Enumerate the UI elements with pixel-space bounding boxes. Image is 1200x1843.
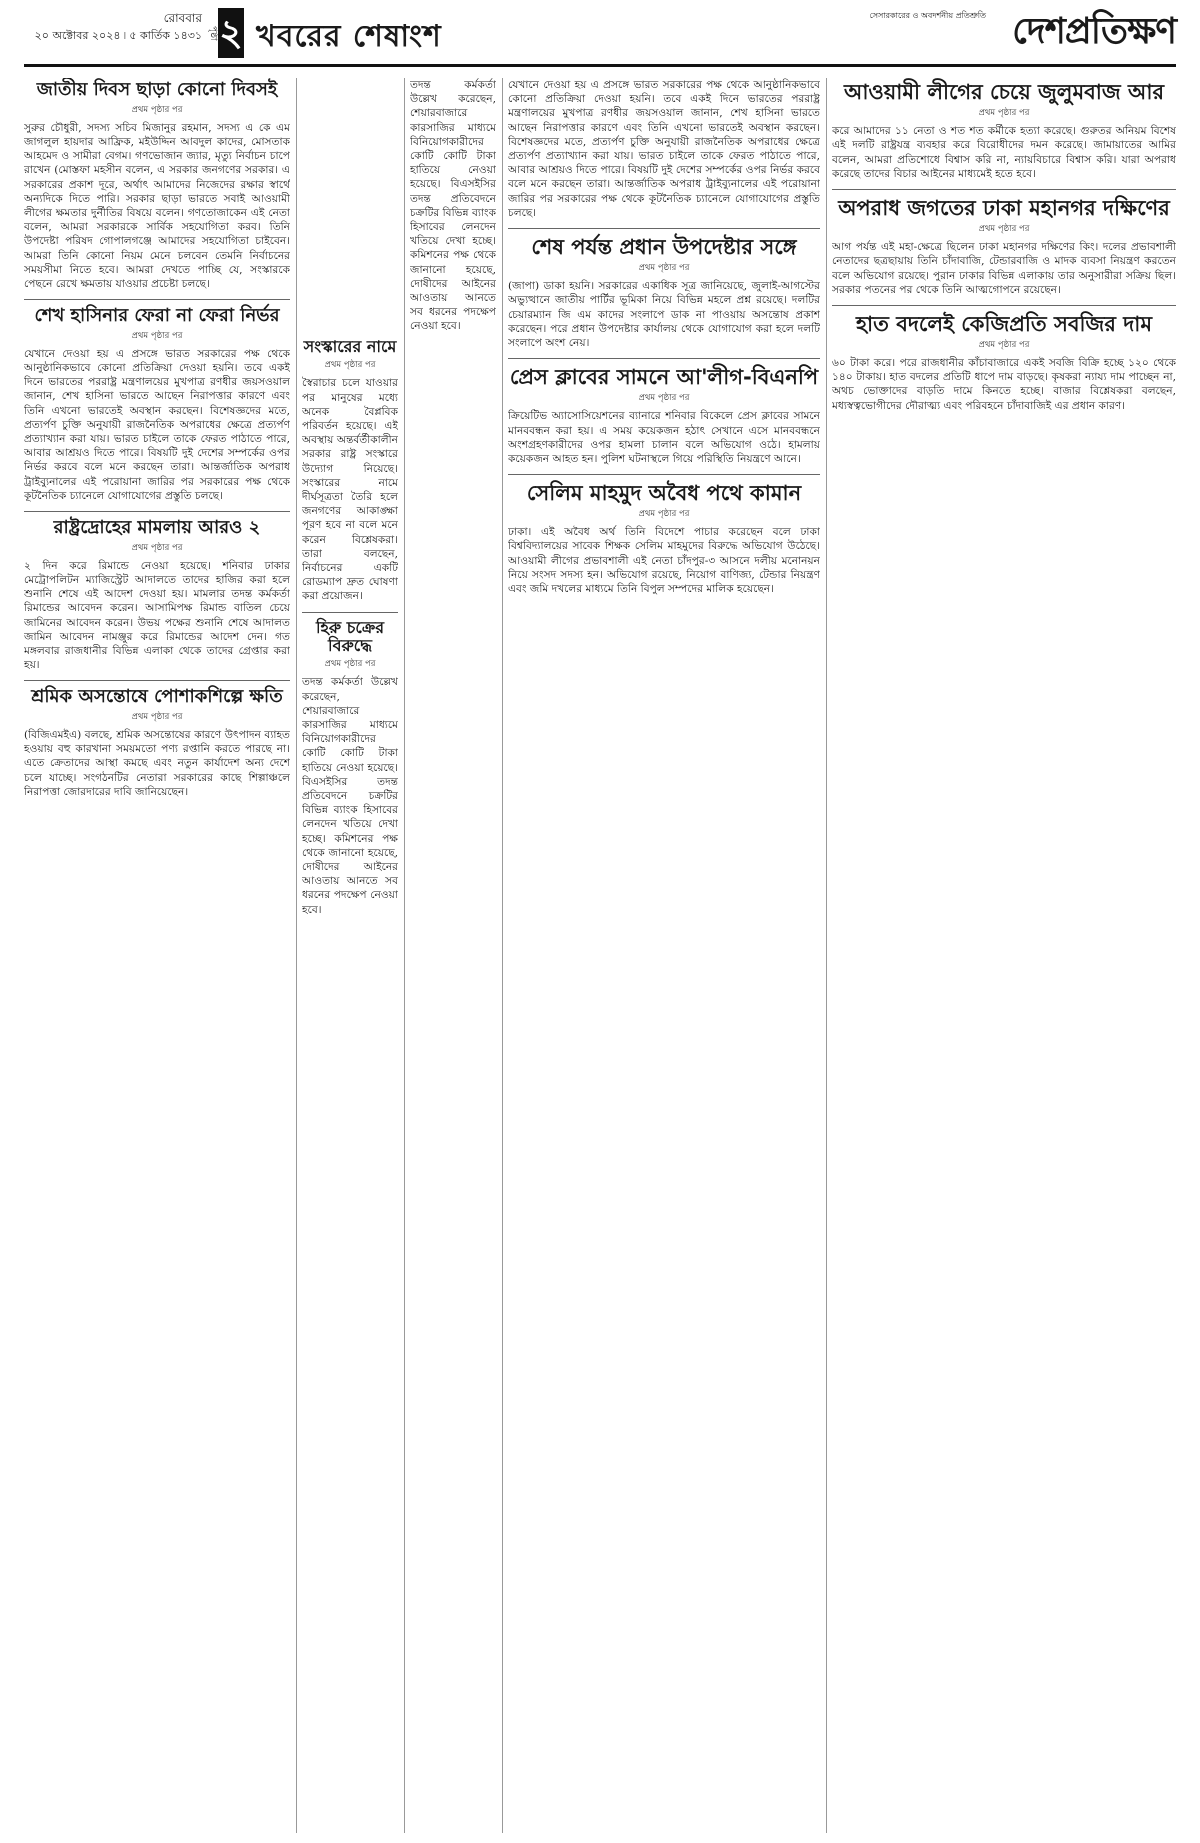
- article-headline: রাষ্ট্রদ্রোহের মামলায় আরও ২: [53, 517, 261, 539]
- article-awami-league-oppression: [832, 80, 1176, 181]
- article-national-day: [24, 80, 290, 291]
- jump-line: প্রথম পৃষ্ঠার পর: [324, 360, 376, 371]
- article-hiru-syndicate: [302, 619, 398, 917]
- article-body: ২ দিন করে রিমান্ডে নেওয়া হয়েছে। শনিবার ঢাকার মেট্রোপলিটন ম্যাজিস্ট্রেট আদালতে তাদের হাজির করা হলে শুনানি শেষে এই আদেশ দেওয়া হয়। মামলার তদন্ত কর্মকর্তা রিমান্ডের আবেদন করেন। আসামিপক্ষ রিমান্ড বাতিল চেয়ে জামিনের আবেদন করেন। উভয় পক্ষের শুনানি শেষে আদালত জামিন আবেদন নামঞ্জুর করে রিমান্ডের আদেশ দেন। গত মঙ্গলবার রাজধানীর বিভিন্ন এলাকা থেকে তাদের গ্রেপ্তার করা হয়।: [24, 559, 290, 672]
- column-2: [302, 78, 398, 1833]
- article-press-club: [508, 365, 820, 466]
- jump-line: প্রথম পৃষ্ঠার পর: [131, 330, 183, 341]
- divider: [508, 358, 820, 359]
- article-body: ৬০ টাকা করে। পরে রাজধানীর কাঁচাবাজারে একই সবজি বিক্রি হচ্ছে ১২০ থেকে ১৪০ টাকায়। হাত বদলের প্রতিটি ধাপে দাম বাড়ছে। কৃষকরা ন্যায্য দাম পাচ্ছেন না, অথচ ভোক্তাদের বাড়তি দামে কিনতে হচ্ছে। বাজার বিশ্লেষকরা বলছেন, মধ্যস্বত্বভোগীদের দৌরাত্ম্য এবং পরিবহনে চাঁদাবাজিই এর প্রধান কারণ।: [832, 357, 1176, 412]
- masthead: [24, 6, 1176, 67]
- divider: [24, 299, 290, 300]
- article-headline: শ্রমিক অসন্তোষে পোশাকশিল্পে ক্ষতি: [31, 686, 283, 708]
- article-sedition-case: [24, 518, 290, 672]
- column-4: [508, 78, 820, 1833]
- jump-line: প্রথম পৃষ্ঠার পর: [638, 393, 690, 404]
- article-body: তদন্ত কর্মকর্তা উল্লেখ করেছেন, শেয়ারবাজারে কারসাজির মাধ্যমে বিনিয়োগকারীদের কোটি কোটি টাকা হাতিয়ে নেওয়া হয়েছে। বিএসইসির তদন্ত প্রতিবেদনে চক্রটির বিভিন্ন ব্যাংক হিসাবের লেনদেন খতিয়ে দেখা হচ্ছে। কমিশনের পক্ষ থেকে জানানো হয়েছে, দোষীদের আইনের আওতায় আনতে সব ধরনের পদক্ষেপ নেওয়া হবে।: [302, 676, 398, 916]
- article-continuation: তদন্ত কর্মকর্তা উল্লেখ করেছেন, শেয়ারবাজারে কারসাজির মাধ্যমে বিনিয়োগকারীদের কোটি কোটি টাকা হাতিয়ে নেওয়া হয়েছে। বিএসইসির তদন্ত প্রতিবেদনে চক্রটির বিভিন্ন ব্যাংক হিসাবের লেনদেন খতিয়ে দেখা হচ্ছে। কমিশনের পক্ষ থেকে জানানো হয়েছে, দোষীদের আইনের আওতায় আনতে সব ধরনের পদক্ষেপ নেওয়া হবে।: [410, 79, 496, 333]
- article-headline: হিরু চক্রের বিরুদ্ধে: [315, 617, 385, 656]
- article-body: আগ পর্যন্ত এই মহা-ক্ষেত্রে ছিলেন ঢাকা মহানগর দক্ষিণের কিং। দলের প্রভাবশালী নেতাদের ছত্রছায়ায় তিনি চাঁদাবাজি, টেন্ডারবাজি ও মাদক ব্যবসা নিয়ন্ত্রণ করতেন বলে অভিযোগ রয়েছে। পুরান ঢাকার বিভিন্ন এলাকায় তার অনুসারীরা সক্রিয় ছিল। সরকার পতনের পর থেকে তিনি আত্মগোপনে রয়েছেন।: [832, 241, 1176, 296]
- jump-line: প্রথম পৃষ্ঠার পর: [638, 263, 690, 274]
- date-block: [24, 10, 202, 44]
- divider: [302, 612, 398, 613]
- article-body: (জাপা) ডাকা হয়নি। সরকারের একাধিক সূত্র জানিয়েছে, জুলাই-আগস্টের অভ্যুত্থানে জাতীয় পার্টির ভূমিকা নিয়ে বিভিন্ন মহলে প্রশ্ন রয়েছে। দলটির চেয়ারম্যান জি এম কাদের সংলাপে ডাক না পাওয়ায় অসন্তোষ প্রকাশ করেছেন। পরে প্রধান উপদেষ্টার কার্যালয় থেকে যোগাযোগ করা হলে দলটি সংলাপে অংশ নেয়।: [508, 280, 820, 349]
- article-body: ঢাকা। এই অবৈধ অর্থ তিনি বিদেশে পাচার করেছেন বলে ঢাকা বিশ্ববিদ্যালয়ের সাবেক শিক্ষক সেলিম মাহমুদের বিরুদ্ধে অভিযোগ উঠেছে। আওয়ামী লীগের প্রভাবশালী এই নেতা চাঁদপুর-৩ আসনে দলীয় মনোনয়ন নিয়ে সংসদ সদস্য হন। অভিযোগ রয়েছে, নিয়োগ বাণিজ্য, টেন্ডার নিয়ন্ত্রণ এবং জমি দখলের মাধ্যমে তিনি বিপুল সম্পদের মালিক হয়েছেন।: [508, 526, 820, 596]
- divider: [24, 511, 290, 512]
- jump-line: প্রথম পৃষ্ঠার পর: [978, 108, 1030, 119]
- article-chief-adviser: [508, 235, 820, 350]
- divider: [508, 228, 820, 229]
- article-body: স্বৈরাচার চলে যাওয়ার পর মানুষের মধ্যে অনেক বৈপ্লবিক পরিবর্তন হয়েছে। এই অবস্থায় অন্তর্বর্তীকালীন সরকার রাষ্ট্র সংস্কারে উদ্যোগ নিয়েছে। সংস্কারের নামে দীর্ঘসূত্রতা তৈরি হলে জনগণের আকাঙ্ক্ষা পূরণ হবে না বলে মনে করেন বিশ্লেষকরা। তারা বলছেন, নির্বাচনের একটি রোডম্যাপ দ্রুত ঘোষণা করা প্রয়োজন।: [302, 377, 398, 603]
- article-headline: আওয়ামী লীগের চেয়ে জুলুমবাজ আর: [843, 80, 1165, 104]
- brand-tagline: সেসারকারের ও অবদর্শনীয় প্রতিশ্রুতি: [869, 11, 986, 20]
- jump-line: প্রথম পৃষ্ঠার পর: [978, 340, 1030, 351]
- article-continuation: যেখানে দেওয়া হয় এ প্রসঙ্গে ভারত সরকারের পক্ষ থেকে আনুষ্ঠানিকভাবে কোনো প্রতিক্রিয়া দেওয়া হয়নি। তবে একই দিনে ভারতের পররাষ্ট্র মন্ত্রণালয়ের মুখপাত্র রণধীর জয়সওয়াল জানান, শেখ হাসিনা ভারতে আছেন নিরাপত্তার কারণে এবং তিনি এখনো ভারতেই অবস্থান করছেন। বিশেষজ্ঞদের মতে, প্রত্যর্পণ চুক্তি অনুযায়ী রাজনৈতিক অপরাধের ক্ষেত্রে প্রত্যর্পণ প্রত্যাখ্যান করা যায়। ভারত চাইলে তাকে ফেরত পাঠাতে পারে, আবার আশ্রয়ও দিতে পারে। বিষয়টি দুই দেশের সম্পর্কের ওপর নির্ভর করবে বলে মনে করছেন তারা। আন্তর্জাতিক অপরাধ ট্রাইব্যুনালের এই পরোয়ানা জারির পর সরকারের পক্ষ থেকে কূটনৈতিক চ্যানেলে যোগাযোগের প্রস্তুতি চলছে।: [508, 79, 820, 219]
- brand-logo: [869, 6, 1176, 60]
- article-headline: শেখ হাসিনার ফেরা না ফেরা নির্ভর: [34, 305, 280, 327]
- page-number-box: [208, 8, 242, 58]
- article-body: ক্রিয়েটিভ অ্যাসোসিয়েশনের ব্যানারে শনিবার বিকেলে প্রেস ক্লাবের সামনে মানববন্ধন করা হয়। এ সময় কয়েকজন হঠাৎ সেখানে এসে মানববন্ধনে অংশগ্রহণকারীদের ওপর হামলা চালান বলে অভিযোগ ওঠে। হামলায় কয়েকজন আহত হন। পুলিশ ঘটনাস্থলে গিয়ে পরিস্থিতি নিয়ন্ত্রণে আনে।: [508, 410, 820, 465]
- article-body: যেখানে দেওয়া হয় এ প্রসঙ্গে ভারত সরকারের পক্ষ থেকে আনুষ্ঠানিকভাবে কোনো প্রতিক্রিয়া দেওয়া হয়নি। তবে একই দিনে ভারতের পররাষ্ট্র মন্ত্রণালয়ের মুখপাত্র রণধীর জয়সওয়াল জানান, শেখ হাসিনা ভারতে আছেন নিরাপত্তার কারণে এবং তিনি এখনো ভারতেই অবস্থান করছেন। বিশেষজ্ঞদের মতে, প্রত্যর্পণ চুক্তি অনুযায়ী রাজনৈতিক অপরাধের ক্ষেত্রে প্রত্যর্পণ প্রত্যাখ্যান করা যায়। ভারত চাইলে তাকে ফেরত পাঠাতে পারে, আবার আশ্রয়ও দিতে পারে। বিষয়টি দুই দেশের সম্পর্কের ওপর নির্ভর করবে বলে মনে করছেন তারা। আন্তর্জাতিক অপরাধ ট্রাইব্যুনালের এই পরোয়ানা জারির পর সরকারের পক্ষ থেকে কূটনৈতিক চ্যানেলে যোগাযোগের প্রস্তুতি চলছে।: [24, 347, 290, 502]
- jump-line: প্রথম পৃষ্ঠার পর: [131, 542, 183, 553]
- article-garment-unrest: [24, 687, 290, 799]
- divider: [832, 189, 1176, 190]
- article-selim-mahmud: [508, 481, 820, 596]
- column-3: [410, 78, 496, 1833]
- article-body: সুরুর চৌধুরী, সদস্য সচিব মিজানুর রহমান, সদস্য এ কে এম জাগলুল হায়দার আফ্রিক, মইউদ্দিন আবদুল কাদের, মোসতাক আহমেদ ও সামীরা বেগম। গণভোজান জ্যার, মৃত্যু নির্বাচন চাপে রাখেন (মোস্তফা মহসীন বলেন, এ সরকার জনগণের সরকার। এ সরকারের প্রকাশ দূরে, অর্থাৎ আমাদের নিজেদের রক্ষার স্বার্থে অন্যদিকে দিতে পারি। সরকার ছাড়া ভারতে সবাই আওয়ামী লীগের ক্ষমতার দুর্নীতির বিষয়ে বলেন। গণতোজাকেন এই নেতা বলেন, আমরা সরকারকে সার্বিক সহযোগিতা করব। তিনি উপদেষ্টা পরিষদ গোপালগঞ্জে আমাদের সহযোগিতা চাইবেন। আমরা তিনি কোনো নিয়ম মেনে চলবেন তেমনি নির্বাচনের সময়সীমা নিতে হবে। আমরা দেখতে পাচ্ছি যে, সংস্কারকে পেছনে রেখে ক্ষমতায় যাওয়ার প্রচেষ্টা চলছে।: [24, 121, 290, 290]
- column-rule: [296, 78, 297, 1833]
- page-word: পৃষ্ঠা: [208, 25, 218, 41]
- day-label: রোববার: [163, 11, 202, 25]
- date-line: ২০ অক্টোবর ২০২৪ ৷ ৫ কার্তিক ১৪৩১: [34, 29, 202, 42]
- jump-line: প্রথম পৃষ্ঠার পর: [324, 659, 376, 670]
- article-hasina-return: [24, 306, 290, 503]
- column-1: [24, 78, 290, 1833]
- article-vegetable-prices: [832, 312, 1176, 413]
- divider: [832, 305, 1176, 306]
- article-headline: শেষ পর্যন্ত প্রধান উপদেষ্টার সঙ্গে: [531, 235, 797, 260]
- column-5: [832, 78, 1176, 1833]
- jump-line: প্রথম পৃষ্ঠার পর: [131, 104, 183, 115]
- jump-line: প্রথম পৃষ্ঠার পর: [638, 509, 690, 520]
- article-headline: জাতীয় দিবস ছাড়া কোনো দিবসই: [36, 79, 278, 100]
- article-reform: [302, 338, 398, 604]
- article-headline: সংস্কারের নামে: [303, 337, 397, 356]
- divider: [24, 680, 290, 681]
- divider: [508, 474, 820, 475]
- article-body: করে আমাদের ১১ নেতা ও শত শত কর্মীকে হত্যা করেছে। গুরুতর অনিয়ম বিশেষ এই দলটি রাষ্ট্রযন্ত্র ব্যবহার করে বিরোধীদের দমন করেছে। জামায়াতের আমির বলেন, আমরা প্রতিশোধে বিশ্বাস করি না, ন্যায়বিচারে বিশ্বাস করি। যারা অপরাধ করেছে তাদের বিচার আইনের মাধ্যমেই হতে হবে।: [832, 125, 1176, 180]
- article-headline: হাত বদলেই কেজিপ্রতি সবজির দাম: [856, 311, 1152, 336]
- article-headline: প্রেস ক্লাবের সামনে আ'লীগ-বিএনপি: [509, 365, 819, 390]
- jump-line: প্রথম পৃষ্ঠার পর: [131, 712, 183, 723]
- brand-name: দেশপ্রতিক্ষণ: [1012, 11, 1176, 52]
- jump-line: প্রথম পৃষ্ঠার পর: [978, 224, 1030, 235]
- page-number: ২: [218, 8, 244, 58]
- article-headline: অপরাধ জগতের ঢাকা মহানগর দক্ষিণের: [838, 195, 1170, 220]
- article-headline: সেলিম মাহমুদ অবৈধ পথে কামান: [526, 481, 802, 506]
- article-body: (বিজিএমইএ) বলছে, শ্রমিক অসন্তোষের কারণে উৎপাদন ব্যাহত হওয়ায় বহু কারখানা সময়মতো পণ্য রপ্তানি করতে পারছে না। এতে ক্রেতাদের আস্থা কমছে এবং নতুন কার্যাদেশ অন্য দেশে চলে যাচ্ছে। সংগঠনটির নেতারা সরকারের কাছে শিল্পাঞ্চলে নিরাপত্তা জোরদারের দাবি জানিয়েছেন।: [24, 729, 290, 798]
- column-rule: [826, 78, 827, 1833]
- column-rule: [404, 78, 405, 1833]
- column-rule: [502, 78, 503, 1833]
- article-crime-world: [832, 196, 1176, 297]
- section-title: খবরের শেষাংশ: [256, 19, 442, 54]
